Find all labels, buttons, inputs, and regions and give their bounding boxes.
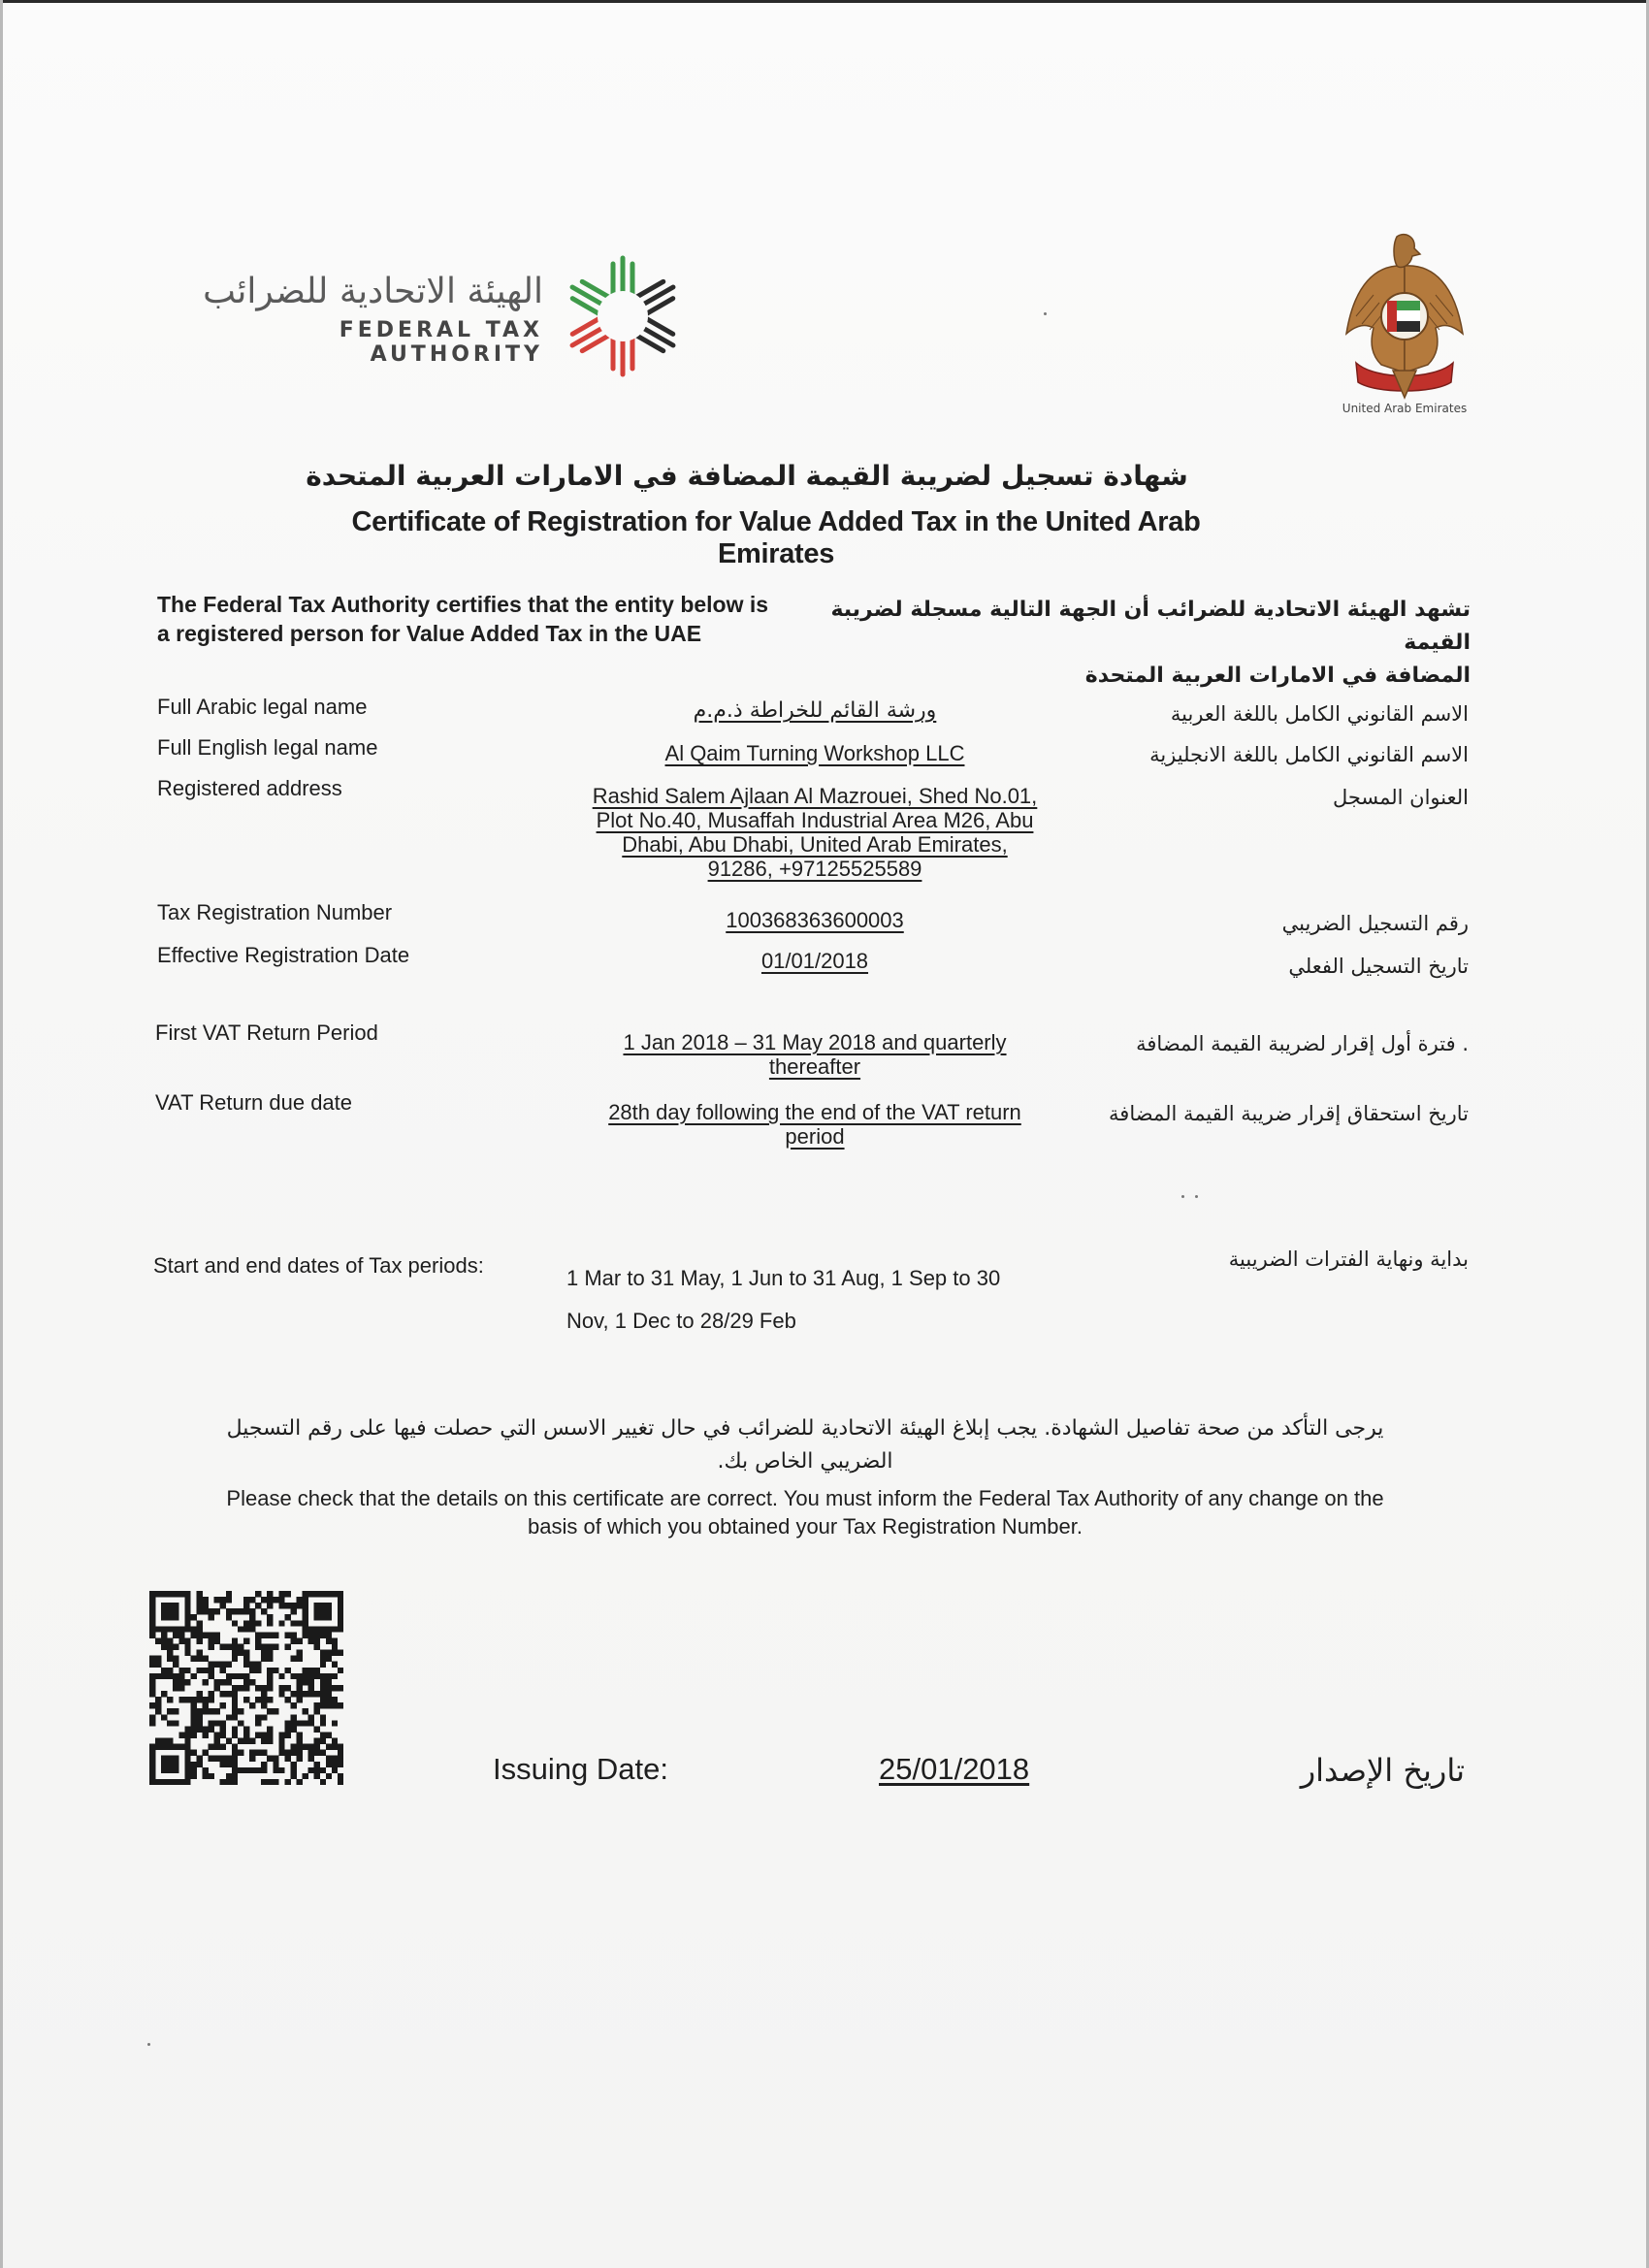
scan-edge-left xyxy=(0,0,3,2268)
intro-ar-line: تشهد الهيئة الاتحادية للضرائب أن الجهة التالية مسجلة لضريبة القيمة xyxy=(830,598,1471,655)
address-line: Plot No.40, Musaffah Industrial Area M26, Abu xyxy=(596,808,1034,832)
value-trn: 100368363600003 xyxy=(726,908,904,932)
label-trn-ar: رقم التسجيل الضريبي xyxy=(1281,912,1469,935)
label-due-date: VAT Return due date xyxy=(155,1090,353,1115)
label-tax-periods: Start and end dates of Tax periods: xyxy=(153,1253,484,1278)
issuing-date-label: Issuing Date: xyxy=(493,1752,668,1786)
label-arabic-name-ar: الاسم القانوني الكامل باللغة العربية xyxy=(1170,702,1469,726)
label-first-return-ar: . فترة أول إقرار لضريبة القيمة المضافة xyxy=(1136,1032,1469,1055)
notice-en xyxy=(175,1484,1436,1540)
scan-speck xyxy=(1195,1195,1198,1198)
uae-emblem-icon xyxy=(1337,227,1472,402)
value-arabic-name: ورشة القائم للخراطة ذ.م.م xyxy=(693,698,937,723)
intro-en-line: The Federal Tax Authority certifies that the entity below is xyxy=(157,592,769,617)
first-return-line: thereafter xyxy=(768,1054,861,1079)
value-effective-date: 01/01/2018 xyxy=(760,949,869,973)
scan-speck xyxy=(1181,1195,1184,1198)
scan-edge-top xyxy=(0,0,1649,3)
label-english-name-ar: الاسم القانوني الكامل باللغة الانجليزية xyxy=(1149,743,1469,766)
label-effective-date: Effective Registration Date xyxy=(157,943,410,967)
label-english-name: Full English legal name xyxy=(157,735,378,760)
authority-name-ar: الهيئة الاتحادية للضرائب xyxy=(203,272,543,311)
authority-name-en: FEDERAL TAX AUTHORITY xyxy=(339,318,543,367)
label-trn: Tax Registration Number xyxy=(157,900,393,924)
title-en: Certificate of Registration for Value Added Tax in the United Arab Emirates xyxy=(351,506,1201,569)
fta-logo-icon xyxy=(555,248,691,384)
value-tax-periods xyxy=(566,1257,1071,1343)
country-label: United Arab Emirates xyxy=(1342,402,1468,415)
due-date-line: 28th day following the end of the VAT return xyxy=(608,1100,1021,1124)
qr-code-icon xyxy=(149,1591,343,1785)
label-arabic-name: Full Arabic legal name xyxy=(157,695,368,719)
notice-ar-line: يرجى التأكد من صحة تفاصيل الشهادة. يجب إبلاغ الهيئة الاتحادية للضرائب في حال تغيير الاسس التي حصلت فيها على رقم التسجيل xyxy=(226,1416,1384,1441)
tax-periods-line: 1 Mar to 31 May, 1 Jun to 31 Aug, 1 Sep to 30 xyxy=(566,1266,1001,1290)
notice-en-line: basis of which you obtained your Tax Registration Number. xyxy=(528,1514,1083,1539)
label-due-date-ar: تاريخ استحقاق إقرار ضريبة القيمة المضافة xyxy=(1109,1102,1469,1125)
intro-ar xyxy=(795,594,1471,693)
address-line: Rashid Salem Ajlaan Al Mazrouei, Shed No.01, xyxy=(592,784,1038,808)
intro-ar-line: المضافة في الامارات العربية المتحدة xyxy=(1084,664,1471,688)
tax-periods-line: Nov, 1 Dec to 28/29 Feb xyxy=(566,1309,796,1333)
label-tax-periods-ar: بداية ونهاية الفترات الضريبية xyxy=(1228,1247,1469,1271)
due-date-line: period xyxy=(785,1124,845,1149)
intro-en xyxy=(157,590,797,648)
label-first-return: First VAT Return Period xyxy=(155,1021,378,1045)
title-ar: شهادة تسجيل لضريبة القيمة المضافة في الامارات العربية المتحدة xyxy=(306,460,1188,492)
value-english-name: Al Qaim Turning Workshop LLC xyxy=(664,741,965,765)
scan-speck xyxy=(147,2043,150,2046)
first-return-line: 1 Jan 2018 – 31 May 2018 and quarterly xyxy=(623,1030,1007,1054)
notice-en-line: Please check that the details on this certificate are correct. You must inform the Federal Tax Authority of any change on the xyxy=(226,1486,1384,1510)
label-address-ar: العنوان المسجل xyxy=(1332,786,1469,809)
issuing-date-value: 25/01/2018 xyxy=(879,1752,1030,1786)
issuing-date-label-ar: تاريخ الإصدار xyxy=(1300,1752,1465,1789)
address-line: 91286, +97125525589 xyxy=(707,857,922,881)
address-line: Dhabi, Abu Dhabi, United Arab Emirates, xyxy=(622,832,1008,857)
notice-ar xyxy=(175,1412,1436,1478)
label-address: Registered address xyxy=(157,776,342,800)
scan-speck xyxy=(1044,312,1047,315)
notice-ar-line: الضريبي الخاص بك. xyxy=(717,1449,893,1474)
label-effective-date-ar: تاريخ التسجيل الفعلي xyxy=(1288,955,1469,978)
intro-en-line: a registered person for Value Added Tax in the UAE xyxy=(157,621,702,646)
